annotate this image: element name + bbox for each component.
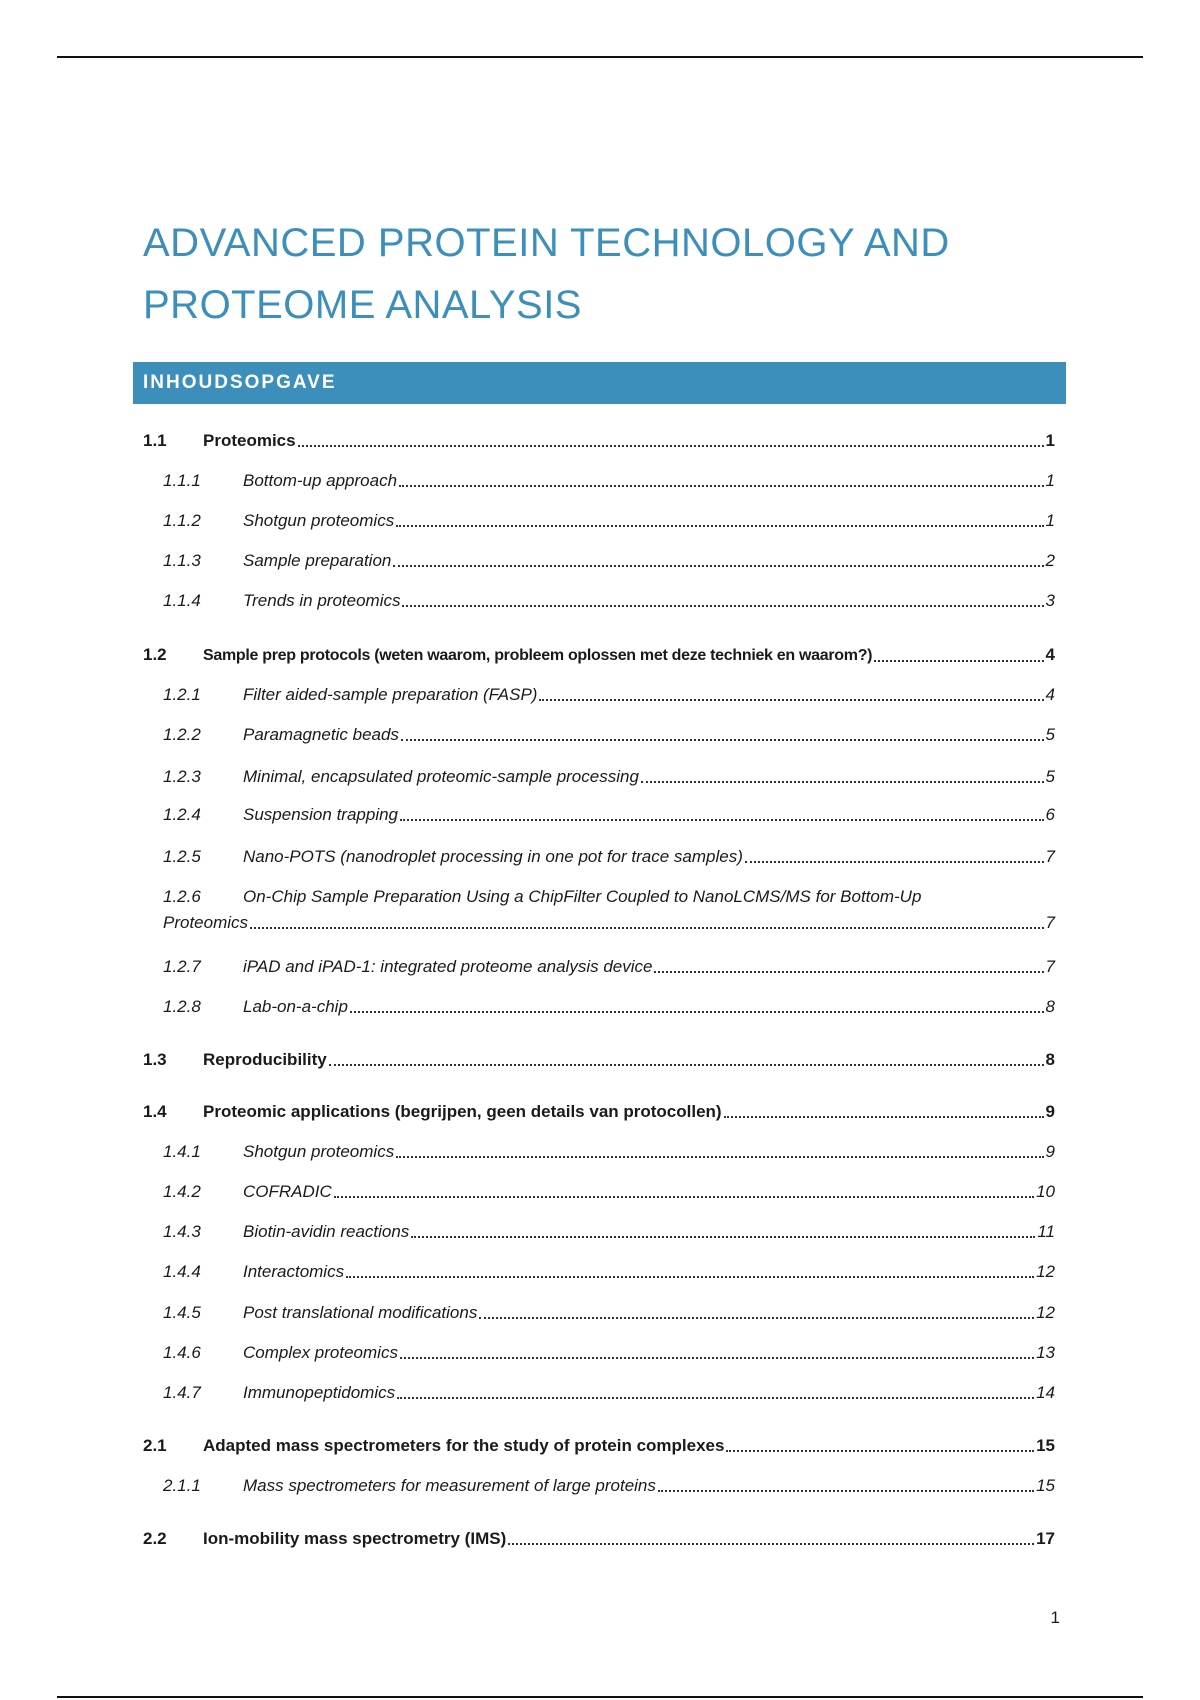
toc-page: 8 — [1045, 997, 1055, 1016]
toc-label: Shotgun proteomics — [243, 511, 395, 530]
toc-entry-1-4-1[interactable] — [163, 1141, 1055, 1163]
toc-number: 1.1 — [143, 431, 167, 450]
toc-entry-1-4-4[interactable] — [163, 1261, 1055, 1283]
toc-number: 1.3 — [143, 1050, 167, 1069]
toc-page: 12 — [1036, 1303, 1055, 1322]
toc-page: 7 — [1045, 957, 1055, 976]
toc-heading: INHOUDSOPGAVE — [133, 362, 1066, 404]
toc-page: 1 — [1045, 511, 1055, 530]
toc-number: 1.4.5 — [163, 1303, 201, 1322]
toc-page: 9 — [1045, 1102, 1055, 1121]
toc-label: Minimal, encapsulated proteomic-sample processing — [243, 767, 639, 786]
toc-page: 1 — [1045, 431, 1055, 450]
toc-page: 17 — [1036, 1529, 1055, 1548]
leader-dots — [479, 1317, 1034, 1319]
leader-dots — [724, 1116, 1044, 1118]
leader-dots — [745, 861, 1044, 863]
toc-page: 4 — [1045, 685, 1055, 704]
leader-dots — [874, 660, 1043, 662]
toc-entry-1-2[interactable] — [143, 644, 1055, 667]
toc-label: Reproducibility — [203, 1050, 327, 1069]
leader-dots — [539, 699, 1043, 701]
toc-number: 1.1.4 — [163, 591, 201, 610]
toc-page: 12 — [1036, 1262, 1055, 1281]
toc-entry-1-4-2[interactable] — [163, 1181, 1055, 1203]
toc-page: 7 — [1045, 847, 1055, 866]
toc-label: Interactomics — [243, 1262, 345, 1281]
leader-dots — [399, 485, 1043, 487]
toc-entry-1-1-1[interactable] — [163, 470, 1055, 492]
leader-dots — [401, 739, 1044, 741]
toc-number: 1.2.5 — [163, 847, 201, 866]
toc-entry-1-2-1[interactable] — [163, 684, 1055, 706]
toc-entry-1-4-6[interactable] — [163, 1342, 1055, 1364]
leader-dots — [393, 565, 1043, 567]
toc-number: 1.2.7 — [163, 957, 201, 976]
toc-entry-second-line — [163, 912, 1055, 934]
toc-entry-1-2-2[interactable] — [163, 724, 1055, 746]
toc-entry-1-4-7[interactable] — [163, 1382, 1055, 1404]
toc-label: Complex proteomics — [243, 1343, 398, 1362]
toc-entry-2-1-1[interactable] — [163, 1475, 1055, 1497]
toc-label: Mass spectrometers for measurement of large proteins — [243, 1476, 656, 1495]
toc-label: On-Chip Sample Preparation Using a ChipFilter Coupled to NanoLCMS/MS for Bottom-Up — [243, 887, 922, 906]
toc-label: Trends in proteomics — [243, 591, 401, 610]
toc-number: 1.4.6 — [163, 1343, 201, 1362]
top-rule — [57, 56, 1143, 58]
toc-label: Immunopeptidomics — [243, 1383, 396, 1402]
toc-page: 4 — [1045, 645, 1055, 664]
title-line-2: PROTEOME ANALYSIS — [143, 283, 582, 327]
toc-entry-1-2-6[interactable] — [163, 886, 1055, 934]
leader-dots — [641, 781, 1044, 783]
toc-page: 9 — [1045, 1142, 1055, 1161]
toc-number: 2.1 — [143, 1436, 167, 1455]
leader-dots — [654, 971, 1043, 973]
leader-dots — [508, 1543, 1034, 1545]
toc-entry-1-2-3[interactable] — [163, 766, 1055, 788]
toc-entry-1-4[interactable] — [143, 1101, 1055, 1123]
toc-number: 1.4.3 — [163, 1222, 201, 1241]
leader-dots — [400, 1357, 1034, 1359]
leader-dots — [250, 927, 1044, 929]
toc-label: Suspension trapping — [243, 805, 399, 824]
toc-number: 1.2.8 — [163, 997, 201, 1016]
toc-entry-1-1-2[interactable] — [163, 510, 1055, 532]
toc-label: Sample prep protocols (weten waarom, probleem oplossen met deze techniek en waarom?) — [203, 647, 873, 664]
toc-page: 5 — [1045, 725, 1055, 744]
leader-dots — [350, 1011, 1044, 1013]
toc-label: Proteomic applications (begrijpen, geen details van protocollen) — [203, 1102, 722, 1121]
leader-dots — [397, 1397, 1034, 1399]
toc-entry-1-1-4[interactable] — [163, 590, 1055, 612]
toc-entry-first-line — [163, 886, 1055, 908]
toc-page: 1 — [1045, 471, 1055, 490]
toc-number: 1.1.3 — [163, 551, 201, 570]
toc-page: 11 — [1037, 1222, 1055, 1241]
toc-number: 1.1.1 — [163, 471, 201, 490]
toc-entry-1-1-3[interactable] — [163, 550, 1055, 572]
title-line-1: ADVANCED PROTEIN TECHNOLOGY AND — [143, 221, 950, 265]
toc-number: 1.4 — [143, 1102, 167, 1121]
toc-page: 7 — [1045, 913, 1055, 932]
toc-number: 1.1.2 — [163, 511, 201, 530]
document-title — [143, 212, 1043, 336]
toc-number: 1.4.1 — [163, 1142, 201, 1161]
toc-label: Post translational modifications — [243, 1303, 478, 1322]
toc-label: iPAD and iPAD-1: integrated proteome analysis device — [243, 957, 653, 976]
toc-page: 5 — [1045, 767, 1055, 786]
leader-dots — [346, 1276, 1034, 1278]
bottom-rule — [57, 1696, 1143, 1698]
toc-label: Lab-on-a-chip — [243, 997, 348, 1016]
toc-number: 1.4.2 — [163, 1182, 201, 1201]
leader-dots — [402, 605, 1043, 607]
toc-entry-1-4-5[interactable] — [163, 1302, 1055, 1324]
leader-dots — [658, 1490, 1034, 1492]
leader-dots — [329, 1064, 1044, 1066]
toc-label: Bottom-up approach — [243, 471, 398, 490]
toc-label: Shotgun proteomics — [243, 1142, 395, 1161]
toc-number: 1.2.1 — [163, 685, 201, 704]
leader-dots — [298, 445, 1044, 447]
toc-entry-1-3[interactable] — [143, 1049, 1055, 1071]
leader-dots — [726, 1450, 1034, 1452]
toc-number: 1.4.7 — [163, 1383, 201, 1402]
toc-page: 14 — [1036, 1383, 1055, 1402]
toc-number: 1.2.3 — [163, 767, 201, 786]
leader-dots — [396, 525, 1043, 527]
leader-dots — [334, 1196, 1034, 1198]
toc-page: 10 — [1036, 1182, 1055, 1201]
toc-label: Paramagnetic beads — [243, 725, 399, 744]
toc-entry-1-1[interactable] — [143, 430, 1055, 452]
toc-number: 1.2.6 — [163, 887, 201, 906]
leader-dots — [396, 1156, 1043, 1158]
toc-label: Filter aided-sample preparation (FASP) — [243, 685, 538, 704]
toc-number: 1.2.4 — [163, 805, 201, 824]
toc-number: 1.2.2 — [163, 725, 201, 744]
toc-label: Ion-mobility mass spectrometry (IMS) — [203, 1529, 507, 1548]
toc-page: 2 — [1045, 551, 1055, 570]
toc-entry-1-2-4[interactable] — [163, 804, 1055, 826]
toc-entry-1-2-7[interactable] — [163, 956, 1055, 978]
toc-entry-1-4-3[interactable] — [163, 1221, 1055, 1243]
toc-page: 13 — [1036, 1343, 1055, 1362]
toc-entry-1-2-5[interactable] — [163, 846, 1055, 868]
toc-entry-1-2-8[interactable] — [163, 996, 1055, 1018]
toc-number: 2.1.1 — [163, 1476, 201, 1495]
toc-entry-2-2[interactable] — [143, 1528, 1055, 1550]
toc-label: Biotin-avidin reactions — [243, 1222, 410, 1241]
toc-page: 8 — [1045, 1050, 1055, 1069]
leader-dots — [411, 1236, 1035, 1238]
toc-entry-2-1[interactable] — [143, 1435, 1055, 1457]
leader-dots — [400, 819, 1044, 821]
toc-label: Nano-POTS (nanodroplet processing in one pot for trace samples) — [243, 847, 743, 866]
toc-label: Sample preparation — [243, 551, 392, 570]
toc-page: 3 — [1045, 591, 1055, 610]
toc-label: COFRADIC — [243, 1182, 332, 1201]
toc-page: 15 — [1036, 1436, 1055, 1455]
toc-number: 1.4.4 — [163, 1262, 201, 1281]
toc-number: 1.2 — [143, 645, 167, 664]
toc-label: Proteomics — [203, 431, 296, 450]
page-number: 1 — [1050, 1608, 1060, 1627]
toc-page: 15 — [1036, 1476, 1055, 1495]
toc-page: 6 — [1045, 805, 1055, 824]
toc-number: 2.2 — [143, 1529, 167, 1548]
toc-label-continued: Proteomics — [163, 913, 249, 932]
toc-label: Adapted mass spectrometers for the study of protein complexes — [203, 1436, 725, 1455]
